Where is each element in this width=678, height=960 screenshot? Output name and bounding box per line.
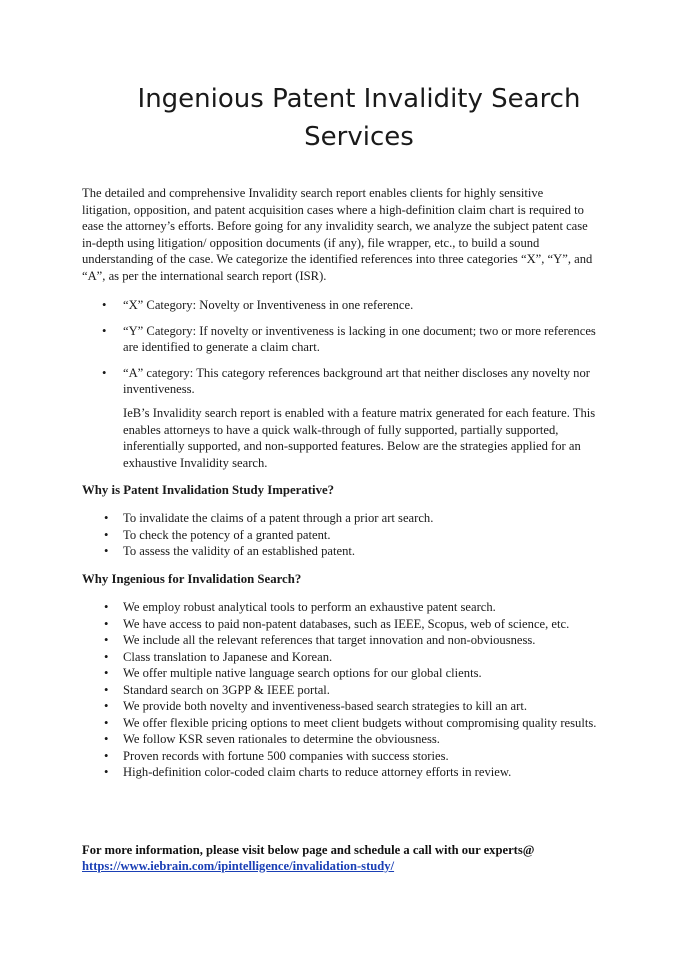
bullet-icon: • [104,666,109,680]
page-title [120,80,598,156]
list-item [82,764,602,781]
list-item-text: To assess the validity of an established patent. [123,544,356,558]
bullet-icon: • [104,765,109,779]
invalidation-study-link[interactable]: https://www.iebrain.com/ipintelligence/invalidation-study/ [82,859,395,873]
list-item [82,543,602,560]
list-item [82,510,602,527]
bullet-icon: • [104,732,109,746]
list-item [82,715,602,732]
list-item-text: We employ robust analytical tools to perform an exhaustive patent search. [123,600,496,614]
bullet-icon: • [104,748,109,763]
bullet-icon: • [102,365,107,380]
category-item [82,297,598,314]
list-item-text: Standard search on 3GPP & IEEE portal. [123,682,330,697]
list-item [82,632,602,649]
list-item-text: High-definition color-coded claim charts to reduce attorney efforts in review. [123,765,512,779]
category-text: “X” Category: Novelty or Inventiveness in one reference. [123,298,414,312]
why-ingenious-list [82,599,602,781]
list-item-text: We offer flexible pricing options to meet client budgets without compromising quality results. [123,715,597,730]
list-item [82,748,602,765]
list-item-text: We follow KSR seven rationales to determine the obviousness. [123,732,440,746]
list-item [82,599,602,616]
list-item [82,665,602,682]
list-item-text: To invalidate the claims of a patent through a prior art search. [123,511,434,525]
category-text: “Y” Category: If novelty or inventiveness is lacking in one document; two or more references are identified to generate a claim chart. [123,323,596,354]
bullet-icon: • [104,527,109,542]
list-item-text: Class translation to Japanese and Korean. [123,649,333,664]
intro-paragraph: The detailed and comprehensive Invalidity search report enables clients for highly sensitive litigation, opposition, and patent acquisition cases where a high-definition claim chart is required to ease the attorney’s efforts. Before going for any invalidity search, we analyze the subject patent case in-depth using litigation/ opposition documents (if any), file wrapper, etc., to build a sound understanding of the case. We categorize the identified references into three categories “X”, “Y”, and “A”, as per the international search report (ISR). [82,186,593,283]
list-item [82,527,602,544]
list-item [82,682,602,699]
imperative-list [82,510,602,560]
footer-cta [82,842,594,874]
category-list [82,297,598,407]
list-item-text: We include all the relevant references that target innovation and non-obviousness. [123,633,536,647]
bullet-icon: • [104,699,109,713]
list-item-text: We have access to paid non-patent databases, such as IEEE, Scopus, web of science, etc. [123,616,570,631]
section-heading-imperative: Why is Patent Invalidation Study Imperative? [82,483,335,497]
bullet-icon: • [104,649,109,664]
bullet-icon: • [104,633,109,647]
list-item-text: Proven records with fortune 500 companies with success stories. [123,748,449,763]
category-text: “A” category: This category references background art that neither discloses any novelty nor inventiveness. [123,365,590,396]
bullet-icon: • [104,511,109,525]
bullet-icon: • [104,616,109,631]
title-line-1: Ingenious Patent Invalidity Search [137,84,581,114]
feature-matrix-paragraph: IeB’s Invalidity search report is enabled with a feature matrix generated for each feature. This enables attorneys to have a quick walk-through of fully supported, partially supported, inferentially supported, and non-supported features. Below are the strategies applied for an exhaustive Invalidity search. [123,406,596,470]
bullet-icon: • [104,715,109,730]
list-item [82,731,602,748]
section-heading-why-ingenious: Why Ingenious for Invalidation Search? [82,572,302,586]
bullet-icon: • [102,298,107,312]
title-line-2: Services [304,122,414,152]
bullet-icon: • [104,544,109,558]
list-item-text: We offer multiple native language search options for our global clients. [123,666,482,680]
list-item-text: We provide both novelty and inventiveness-based search strategies to kill an art. [123,699,527,713]
footer-text: For more information, please visit below page and schedule a call with our experts@ [82,843,535,857]
list-item [82,616,602,633]
bullet-icon: • [102,323,107,338]
list-item-text: To check the potency of a granted patent. [123,527,331,542]
list-item [82,698,602,715]
category-item [82,323,598,356]
list-item [82,649,602,666]
bullet-icon: • [104,600,109,614]
bullet-icon: • [104,682,109,697]
category-item [82,365,598,398]
